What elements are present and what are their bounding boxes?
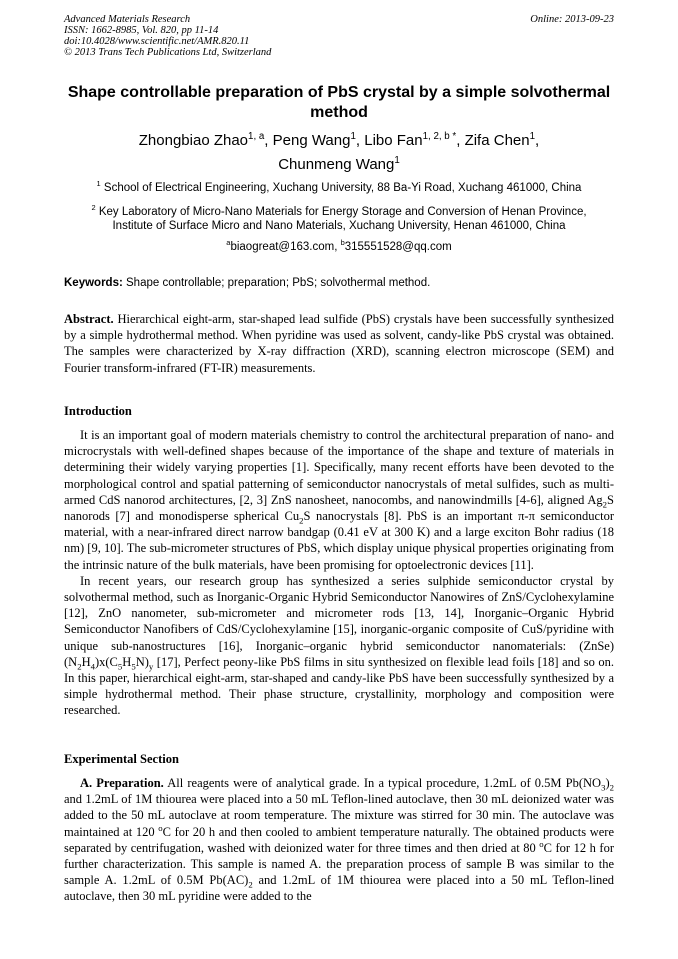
abstract-text: Hierarchical eight-arm, star-shaped lead sulfide (PbS) crystals have been successfully synthesized by a simple hydrothermal method. When pyridine was used as solvent, candy-like PbS crystal was obtained. The samples were characterized by X-ray diffraction (XRD), scanning electron microscope (SEM) and Fourier transform-infrared (FT-IR) measurements. <box>64 312 614 375</box>
introduction-heading: Introduction <box>64 404 132 418</box>
journal-name: Advanced Materials Research <box>64 14 191 25</box>
author-affiliation-mark: 1 <box>529 131 536 142</box>
affiliation-1: $^1$ School of Electrical Engineering, Xuchang University, 88 Ba-Yi Road, Xuchang 461000, China <box>96 179 582 194</box>
introduction-paragraph-1: It is an important goal of modern materials chemistry to control the architectural preparation of nano- and microcrystals with well-defined shapes because of the importance of the shape and texture of materials in determining their widely varying properties [1]. Specifically, many recent efforts have been devoted to the morphological control and spatial patterning of semiconductor nanocrystals of metal sulfides, such as multi-armed CdS nanorod architectures, [2, 3] ZnS nanosheet, nanocombs, and nanowindmills [4-6], aligned $Ag_2S$ nanorods [7] and monodisperse spherical $Cu_2S$ nanocrystals [8]. PbS is an important π-π semiconductor material, with a near-infrared direct narrow bandgap (0.41 eV at 300 K) and a large exciton Bohr radius (18 nm) [9, 10]. The sub-micrometer structures of PbS, which display unique physical properties originating from the intrinsic nature of the bulk materials, have been promising for optoelectronic devices [11]. <box>64 428 614 572</box>
introduction-paragraph-2: In recent years, our research group has synthesized a series sulphide semiconductor crystal by solvothermal method, such as Inorganic-Organic Hybrid Semiconductor Nanowires of ZnS/Cyclohexylamine [12], ZnO nanometer, sub-micrometer and micrometer rods [13, 14], Inorganic–Organic Hybrid Semiconductor Nanofibers of CdS/Cyclohexylamine [15], inorganic-organic composite of CuS/pyridine with unique sub-nanostructures [16], Inorganic–organic hybrid semiconductor nanomaterials: $(ZnSe)(N_2H_4)x(C_5H_5N)_y$ [17], Perfect peony-like PbS films in situ synthesized on flexible lead foils [18] and so on. In this paper, hierarchical eight-arm, star-shaped and candy-like PbS have been successfully synthesized by a simple hydrothermal method. Their phase structure, crystallinity, morphology and composition were researched. <box>64 573 614 718</box>
doi-line: doi:10.4028/www.scientific.net/AMR.820.11 <box>64 36 250 47</box>
journal-header <box>64 14 271 58</box>
abstract-label: Abstract. <box>64 312 114 326</box>
preparation-label: A. Preparation. <box>80 776 164 790</box>
author-affiliation-mark: 1, a <box>248 131 265 142</box>
issn-line: ISSN: 1662-8985, Vol. 820, pp 11-14 <box>64 25 219 36</box>
author-affiliation-mark: 1 <box>394 155 400 166</box>
keywords-text: Shape controllable; preparation; PbS; solvothermal method. <box>126 277 431 289</box>
author-name: Peng Wang <box>272 132 351 149</box>
online-date: Online: 2013-09-23 <box>530 14 614 25</box>
title-line-2: method <box>310 104 368 121</box>
author-name: Chunmeng Wang <box>278 156 395 173</box>
experimental-paragraph-1: A. Preparation. All reagents were of analytical grade. In a typical procedure, 1.2mL of 0.5M $Pb(NO_3)_2$ and 1.2mL of 1M thiourea were placed into a 50 mL Teflon-lined autoclave, then 30 mL deionized water was added to the 50 mL autoclave at room temperature. The mixture was stirred for 30 min. The autoclave was maintained at 120 $^o$C for 20 h and then cooled to ambient temperature naturally. The obtained products were separated by centrifugation, washed with deionized water for three times and then dried at 80 $^o$C for 12 h for further characterization. This sample is named A. the preparation process of sample B was similar to the sample A. 1.2mL of 0.5M $Pb(AC)_2$ and 1.2mL of 1M thiourea were placed into a 50 mL Teflon-lined autoclave, then 30 mL pyridine were added to the <box>64 776 615 904</box>
author-name: Zhongbiao Zhao <box>138 132 249 149</box>
abstract <box>64 311 614 376</box>
author-emails: $^a$biaogreat@163.com, $^b$315551528@qq.com <box>226 238 452 253</box>
introduction-body <box>64 427 614 719</box>
affiliation-2: $^2$ Key Laboratory of Micro-Nano Materials for Energy Storage and Conversion of Henan Province, Institute of Surface Micro and Nano Materials, Xuchang University, Henan 461000, China <box>91 203 587 232</box>
experimental-body <box>64 775 614 905</box>
author-affiliation-mark: 1, 2, b * <box>422 131 457 142</box>
email-a[interactable]: biaogreat@163.com, <box>230 241 338 253</box>
keywords-label: Keywords: <box>64 277 123 289</box>
title-line-1: Shape controllable preparation of PbS crystal by a simple solvothermal <box>67 84 611 101</box>
author-list: Zhongbiao Zhao$^{1, a}$, Peng Wang$^1$, Libo Fan$^{1, 2, b *}$, Zifa Chen$^1$, Chunmeng Wang$^1$ <box>138 131 540 173</box>
email-b[interactable]: 315551528@qq.com <box>344 241 452 253</box>
copyright-line: © 2013 Trans Tech Publications Ltd, Switzerland <box>64 47 272 58</box>
paper-title <box>64 83 614 123</box>
author-name: Libo Fan <box>364 132 423 149</box>
author-name: Zifa Chen <box>464 132 530 149</box>
author-affiliation-mark: 1 <box>350 131 356 142</box>
keywords <box>64 276 614 290</box>
experimental-heading: Experimental Section <box>64 752 179 766</box>
